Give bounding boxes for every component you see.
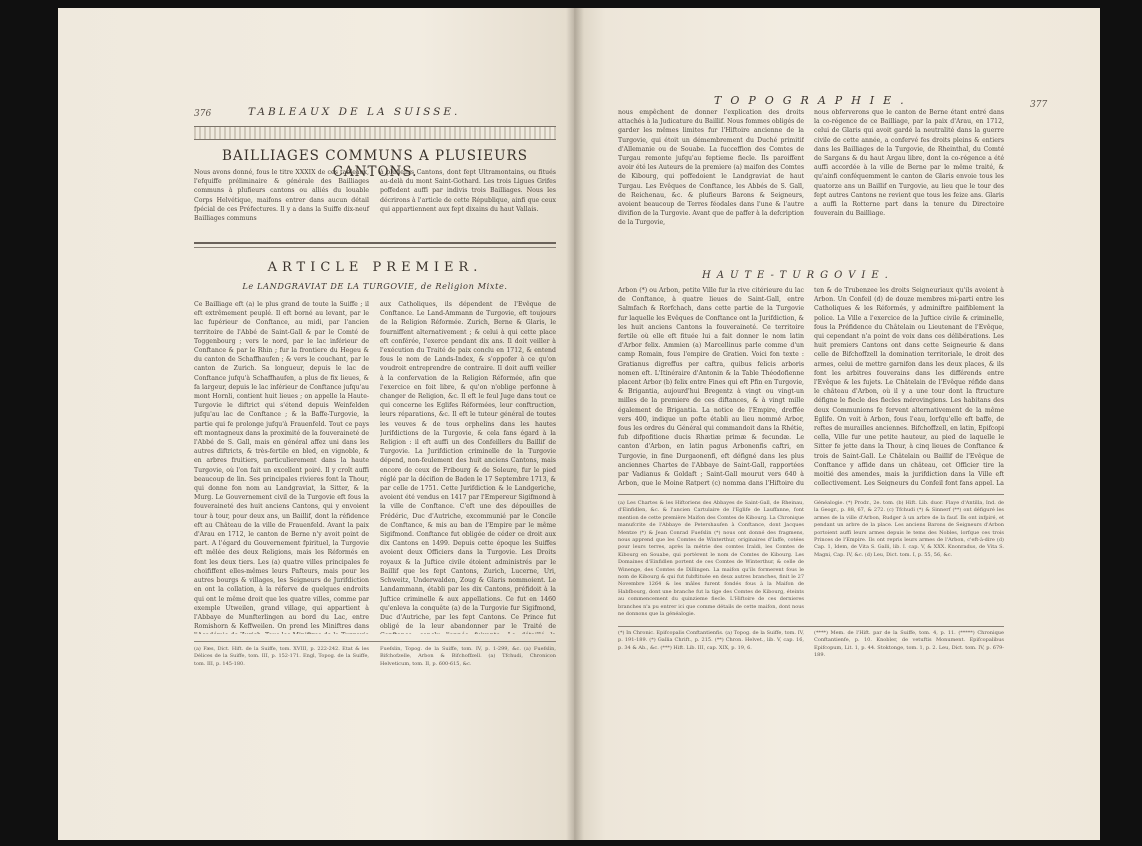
article-heading: ARTICLE PREMIER. bbox=[267, 260, 483, 275]
footnotes-right-column-1: (a) Les Chartes & les Hiftoriens des Abbayes de Saint-Gall, de Rheinau, d'Einfidlen, &c. & l'ancien Cartulaire de l'Eglife de Lauffanne, font mention de cette première Maifon des Comtes de Kibourg. La Chronique manufcrite de l'Abbaye de Petershaufen à Conftance, dont Jacques Mentze (*) & Jean Conrad Fuefslin (*) nous ont donné des fragmens, nous apprend que les Comtes de Winterthur, originaires d'Iaffe, cotées pour leurs terres, après la métrie des comtes Iraldi, les Comtes de Kibourg en Souabe, qui portèrent le nom de Comtes de Kibourg. Les Domaines d'Einfidlen portent de ces Comtes de Winterthur, & celle de Winenge, des Comtes de Dillingen. La maifon qu'ils formerent fous le nom de Kibourg & qui fut fubftituée en deux autres branches, finit le 27 Novembre 1264 & les mâles furent fondés fous à la Maifon de Habfbourg, dont une branche fut la tige des Comtes de Kibourg, éteints au commencement du quinzieme fiecle. L'Hiftoire de ces dernieres branches n'a pu entrer ici que comme détails de cette maifon, dont nous ne donnons que la généalogie. bbox=[618, 500, 804, 618]
intro-column-2: à plufieurs Cantons, dont fept Ultramontains, ou fitués au-delà du mont Saint-Gothard. Les trois Ligues Grifes poffedent auffi par indivis trois Bailliages. Nous les décrirons à l'article de cette République, ainfi que ceux qui appartiennent aux fept dixains du haut Vallais. bbox=[380, 169, 556, 213]
bottom-notes-left: (*) In Chronic. Epifcopalis Conftantienfis. (a) Topog. de la Suiffe, tom. IV, p. 191-189. (*) Gallia Chrift., p. 215. (**) Chron. Helvet., lib. V, cap. 16, p. 34 & Ab., &c. (***) Hift. Lib. III, cap. XIX, p. 19, 6. bbox=[618, 630, 804, 651]
body-column-2-right: ten & de Trubenzee les droits Seigneuriaux qu'ils avoient à Arbon. Un Confeil (d) de douze membres mi-parti entre les Catholiques & les Réformés, y adminiftre paifiblement la police. La Ville a l'exercice de la Juftice civile & criminelle, fous la Préfidence du Châtelain ou Lieutenant de l'Evêque, qui cependant n'a point de voix dans ces délibérations. Les huit premiers Cantons ont dans cette Seigneurie & dans celle de Bifchoffzell la domination territoriale, le droit des armes, celui de mettre garnifon dans les deux places, & ils font les arbitres fouverains dans les différends entre l'Evêque & les fujets. Le Châtelain de l'Evêque réfide dans le château d'Arbon, où il y a une tour dont la ftructure défigne le fiecle des fiecles mérovingiens. Les habitans des deux Communions fe fervent alternativement de la même Eglife. On voit à Arbon, fous l'eau, lorfqu'elle eft baffe, de reftes de murailles anciennes. Bifchoffzell, en latin, Epifcopi cella, Ville fur une petite hauteur, au pied de laquelle le Sitter fe jette dans la Thour, à cinq lieues de Conftance & trois de Saint-Gall. Le Châtelain ou Baillif de l'Evêque de Conftance y affide dans un château, cet Officier tire la moitié des amendes, mais la jurifdiction dans la Ville eft collectivement. Les Seigneurs du Confeil font fans appel. La bbox=[814, 287, 1004, 486]
left-running-head: TABLEAUX DE LA SUISSE. bbox=[248, 106, 461, 118]
footnote-separator bbox=[194, 641, 556, 642]
right-page bbox=[574, 8, 1100, 840]
footnote-separator-right bbox=[618, 494, 1004, 495]
footnotes-column-2: Fuefslin, Topog. de la Suiffe, tom. IV, p. 1-299, &c. (a) Fuefslin, Bifchofzelle, Arbon & Bifchoffzell. (a) Tfchudi, Chronicon Helveticum, tom. II, p. 600-615, &c. bbox=[380, 646, 556, 667]
body-column-1-right: Arbon (*) ou Arbon, petite Ville fur la rive citérieure du lac de Conftance, à quatre lieues de Saint-Gall, entre Salmfach & Rorfchach, dans cette partie de la Turgovie fur laquelle les Evêques de Conftance ont la Jurifdiction, & les huit anciens Cantons la fouveraineté. Ce territoire fertile où elle eft fituée lui a fait donner le nom latin d'Arbor felix. Ammien (a) Marcellinus parle comme d'un camp Romain, fous l'empire de Gratien. Voici fon texte : Gratianus digreffus per caftra, quibus felicis arboris nomen eft. L'Itinéraire d'Antonin & la Table Théodofienne placent Arbor (b) felix entre Fines qui eft Pfin en Turgovie, & Brigantia, aujourd'hui Bregentz à vingt ou vingt-un milles de la premiere de ces diftances, & à vingt mille également de Brigantia. La notice de l'Empire, dreffée vers 400, indique un pofte établi au lieu nommé Arbor, fous les ordres du Général qui commandoit dans la Rhétie, fub difpofitione ducis Rhætiæ primæ & fecundæ. Le canton d'Arbon, en latin pagus Arbonenfis caftri, en Turgovie, in fine Durgaonenfi, eft défigné dans les plus anciennes Chartes de l'Abbaye de Saint-Gall, rapportées par Vadianus & Goldaft ; Saint-Gall mourut vers 640 à Arbon, que le Moine Ratpert (c) nomma dans l'Hiftoire du bbox=[618, 287, 804, 486]
section-title: BAILLIAGES COMMUNS A PLUSIEURS CANTONS. bbox=[222, 148, 528, 180]
top-column-2: nous obferverons que le canton de Berne étant entré dans la co-régence de ce Bailliage, par la paix d'Arau, en 1712, celui de Glaris qui avoit gardé la neutralité dans la guerre civile de cette année, a confervé fes droits pleins & entiers dans les Bailliages de la Turgovie, de Rheinthal, du Comté de Sargans & du haut Argau libre, dont la co-régence a été auffi accordée à la ville de Berne par le même traité, & qu'ainfi conféquemment le canton de Glaris envoie tous les quatorze ans un Baillif en Turgovie, au lieu que le tour des fept autres Cantons ne revient que tous les feize ans. Glaris a auffi la Rotterne part dans la tenure du Directoire fouverain du Bailliage. bbox=[814, 109, 1004, 218]
divider-thin bbox=[194, 247, 556, 248]
footnotes-column-1: (a) Fæs, Dict. Hift. de la Suiffe, tom. XVIII, p. 222-242. Etat & les Délices de la Suiffe, tom. III, p. 152-171. Engl, Topog. de la Suiffe, tom. III, p. 145-180. bbox=[194, 646, 369, 667]
intro-column-1: Nous avons donné, fous le titre XXXIX de ces tableaux, l'efquiffe préliminaire & générale des Bailliages communs à plufieurs cantons ou alliés du louable Corps Helvétique, maifons entrer dans aucun détail fpécial de ces Préfectures. Il y a dans la Suiffe dix-neuf Bailliages communs bbox=[194, 169, 369, 223]
open-book-spread bbox=[58, 8, 1100, 840]
footnotes-right-column-2: Généalogie. (*) Prodr., 2e. tom. (b) Hift. Lib. duor. Flaye d'Antilla, Ind. de la Geogr., p. 88, 67, & 272. (c) Tfchudi (*) & Sinnerf (**) ont défiguré les armes de la ville d'Arbon, Rudger à un arbre de la fauf. Ils ont infpiré, et pendant un arbre de la place. Les anciens Barons de Seigneurs d'Arbon portoient auffi leurs armes depuis le tems des Nobles, lorfque ces trois Princes de l'Empire. Ils ont repris leurs armes de l'Arbon, c'eft-à-dire (d) Cap. 1, Idem, de Vita S. Galli, lib. I. cap. V, & XXX. Knonradus, de Vita S. Magni, Cap. IV, &c. (d) Leu, Dict. tom. I, p. 55, 56, &c. bbox=[814, 500, 1004, 558]
left-page-number: 376 bbox=[194, 109, 212, 119]
bottom-notes-separator bbox=[618, 626, 1004, 627]
book-gutter bbox=[566, 8, 584, 840]
top-column-1: nous empêchent de donner l'explication des droits attachés à la Judicature du Baillif. Nous fommes obligés de garder les mêmes limites fur l'Hiftoire ancienne de la Turgovie, qui étoit un démembrement du Duché primitif d'Allemanie ou de Souabe. La fucceffion des Comtes de Turgau remonte jufqu'au feptieme fiecle. Ils paroiffent avoir été les Auteurs de la premiere (a) maifon des Comtes de Kibourg, qui poffedoient le Landgraviat de haut Turgau. Les Evêques de Conftance, les Abbés de S. Gall, de Reichenau, &c. & plufieurs Barons & Seigneurs, avoient beaucoup de Terres féodales dans l'une & l'autre divifion de la Turgovie. Avant que de paffer à la defcription de la Turgovie, bbox=[618, 109, 804, 227]
article-subheading: Le LANDGRAVIAT DE LA TURGOVIE, de Religion Mixte. bbox=[242, 281, 508, 291]
right-running-head: TOPOGRAPHIE. bbox=[714, 94, 913, 107]
decorative-ornament-band bbox=[194, 126, 556, 140]
right-page-number: 377 bbox=[1030, 100, 1048, 110]
divider-thick bbox=[194, 242, 556, 244]
body-column-2: aux Catholiques, ils dépendent de l'Evêque de Conftance. Le Land-Ammann de Turgovie, eft toujours de la Religion Réformée. Zurich, Berne & Glaris, le fourniffent alternativement ; & celui à qui cette place eft conférée, l'exerce pendant dix ans. Il doit veiller à l'exécution du Traité de paix conclu en 1712, & entend fous le nom de Lands-Index, & s'oppofer à ce qu'on voudroit entreprendre de contraire. Il doit auffi veiller à la confervation de la Religion Réformée, afin que l'exercice en foit libre, & qu'on n'oblige perfonne à changer de Religion, &c. Il eft le feul Juge dans tout ce qui concerne les Eglifes Réformées, leur conftruction, leurs réparations, &c. Il eft le tuteur général de toutes les veuves & de tous orphelins dans les hautes Jurifdictions de la Turgovie, & cela fans égard à la Religion : il eft auffi un des Confeillers du Baillif de Turgovie. La Jurifdiction criminelle de la Turgovie dépend, non-feulement des huit anciens Cantons, mais encore de ceux de Fribourg & de Soleure, fur le pied réglé par la décifion de Baden le 17 Septembre 1713, & par celle de 1751. Cette Jurifdiction & le Landgeriche, avoient été vendus en 1417 par l'Empereur Sigifmond à la ville de Conftance. C'eft une des dépouilles de Frédéric, Duc d'Autriche, excommunié par le Concile de Conftance, & mis au ban de l'Empire par le même Sigifmond. Conftance fut obligée de céder ce droit aux dix Cantons en 1499. Depuis cette époque les Suiffes avoient deux Officiers dans la Turgovie. Les Droits royaux & la Juftice civile étoient administrés par le Baillif que les fept Cantons, Zurich, Lucerne, Uri, Schweitz, Underwalden, Zoug & Glaris nommoient. Le Landammann, établi par les dix Cantons, préfidoit à la Juftice criminelle & aux appellations. Ce fut en 1460 qu'enleva la conquête (a) de la Turgovie fur Sigifmond, Duc d'Autriche, par les fept Cantons. Ce Prince fut obligé de la leur abandonner par le Traité de bbox=[380, 301, 556, 631]
haute-turgovie-heading: HAUTE-TURGOVIE. bbox=[702, 270, 894, 281]
left-page bbox=[58, 8, 574, 840]
body-column-1: Ce Bailliage eft (a) le plus grand de toute la Suiffe ; il eft extrêmement peuplé. Il eft borné au levant, par le lac fupérieur de Conftance, au midi, par l'ancien territoire de l'Abbé de Saint-Gall & par le Comté de Toggenbourg ; vers le nord, par le lac inférieur de Conftance & par le Rhin ; fur la frontiere du Hegeu & du canton de Schaffhaufen ; & vers le couchant, par le canton de Zurich. Sa longueur, depuis le lac de Conftance jufqu'à Schaffhaufen, a plus de fix lieues, & fa largeur, depuis le lac inférieur de Conftance jufqu'au mont Hornli, contient huit lieues ; on appelle la Haute-Turgovie le diftrict qui s'étend depuis Weinfelden jufqu'au lac de Conftance ; & la Baffe-Turgovie, la partie qui fe prolonge jufqu'à Frauenfeld. Tout ce pays eft montagneux dans la proximité de la fouveraineté de l'Abbé de S. Gall, mais en général affez uni dans les autres diftricts, & très-fertile en bled, en vignoble, & en arbres fruitiers, particulierement dans la haute Turgovie, où l'on fait un excellent poiré. Il y croît auffi beaucoup de lin. Ses principales rivieres font la Thour, qui donne fon nom au Landgraviat, la Sitter, & la Murg. Le Gouvernement civil de la Turgovie eft fous la fouveraineté des huit anciens Cantons, qui y envoient tour à tour, pour deux ans, un Baillif, dont la réfidence eft au Château de la ville de Frauenfeld. Avant la paix d'Arau en 1712, le canton de Berne n'y avoit point de part. A l'égard du Gouvernement fpirituel, la Turgovie eft mêlée des deux Religions, mais les Réformés en font les deux tiers. Les (a) quatre villes principales fe choififfent elles-mêmes leurs Pafteurs, mais pour les autres bourgs & villages, les Seigneurs de Jurifdiction en ont la collation, à la réferve de quelques endroits qui ont le même droit que les quatre villes, comme par exemple Utweilen, grand village, qui appartient à l'Abbaye de Munfterlingen au bord du Lac, entre Romishorn & Keffweilen. On prend les Miniftres dans bbox=[194, 301, 369, 631]
bottom-notes-right: (****) Mem. de l'Hift. par de la Suiffe, tom. 4, p. 11. (*****) Chronique Conftantienfe, p. 10. Knobler, de vetuftis Monument. Epifcopalibus Epifcopum, Lit. 1, p. 44. Stoktonge, tom. 1, p. 2. Leu, Dict. tom. IV, p. 679-189. bbox=[814, 630, 1004, 659]
